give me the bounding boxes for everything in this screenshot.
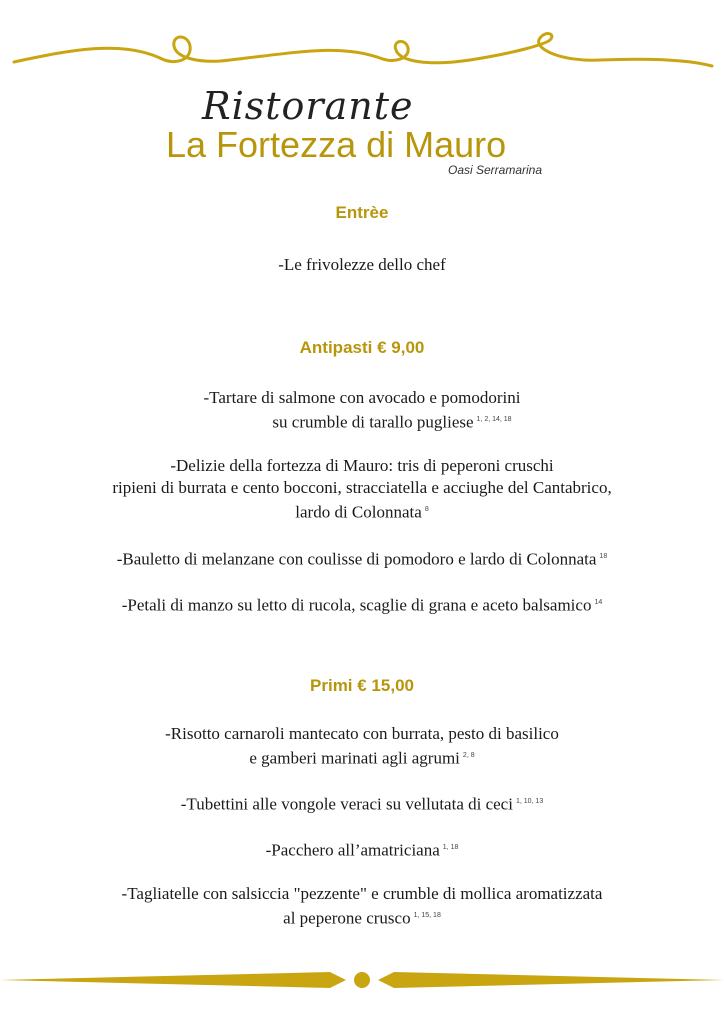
allergen-codes: 1, 2, 14, 18: [476, 416, 512, 423]
menu-item-line-text: al peperone crusco: [283, 908, 411, 928]
menu-item-line: [0, 409, 724, 434]
allergen-codes: 1, 15, 18: [413, 912, 441, 919]
menu-item: [0, 387, 724, 434]
menu-item-line-text: lardo di Colonnata: [295, 502, 422, 522]
menu-item: [0, 837, 724, 862]
menu-item-line: [0, 837, 724, 862]
allergen-codes: 1, 18: [442, 844, 459, 851]
bottom-divider-ornament: [0, 966, 724, 996]
menu-item: [0, 254, 724, 276]
menu-item-line: [0, 745, 724, 770]
menu-item: [0, 791, 724, 816]
menu-item-line-text: -Petali di manzo su letto di rucola, scaglie di grana e aceto balsamico: [121, 595, 592, 615]
menu-item-line-text: -Bauletto di melanzane con coulisse di pomodoro e lardo di Colonnata: [116, 549, 597, 569]
restaurant-script-label: Ristorante: [202, 84, 414, 128]
menu-item-line: [0, 592, 724, 617]
allergen-codes: 18: [599, 553, 608, 560]
menu-item: [0, 455, 724, 524]
menu-item: [0, 546, 724, 571]
top-flourish-ornament: [0, 0, 724, 90]
menu-item-line-text: -Tubettini alle vongole veraci su vellutata di ceci: [180, 794, 513, 814]
menu-item: [0, 723, 724, 770]
menu-item-line: [0, 791, 724, 816]
menu-item-line: [0, 499, 724, 524]
section-title-entree: Entrèe: [335, 203, 389, 222]
allergen-codes: 8: [424, 506, 429, 513]
menu-item-line-text: -Pacchero all’amatriciana: [265, 840, 440, 860]
menu-item: [0, 592, 724, 617]
menu-item: [0, 883, 724, 930]
menu-item-line: -Tartare di salmone con avocado e pomodorini: [203, 388, 521, 407]
allergen-codes: 1, 10, 13: [515, 798, 544, 805]
section-title-primi: Primi € 15,00: [310, 676, 414, 695]
menu-item-line-text: e gamberi marinati agli agrumi: [249, 748, 460, 768]
menu-item-line: ripieni di burrata e cento bocconi, stracciatella e acciughe del Cantabrico,: [112, 478, 612, 497]
menu-item-line: -Tagliatelle con salsiccia "pezzente" e crumble di mollica aromatizzata: [121, 884, 603, 903]
restaurant-name: La Fortezza di Mauro: [166, 124, 507, 165]
menu-item-line: -Le frivolezze dello chef: [278, 255, 446, 274]
menu-item-line-text: su crumble di tarallo pugliese: [272, 412, 474, 432]
allergen-codes: 14: [594, 599, 603, 606]
allergen-codes: 2, 8: [462, 752, 475, 759]
menu-item-line: [0, 546, 724, 571]
menu-item-line: [0, 905, 724, 930]
restaurant-subtitle: Oasi Serramarina: [448, 163, 543, 177]
menu-item-line: -Risotto carnaroli mantecato con burrata, pesto di basilico: [165, 724, 559, 743]
section-title-antipasti: Antipasti € 9,00: [299, 338, 425, 357]
menu-item-line: -Delizie della fortezza di Mauro: tris di peperoni cruschi: [170, 456, 554, 475]
